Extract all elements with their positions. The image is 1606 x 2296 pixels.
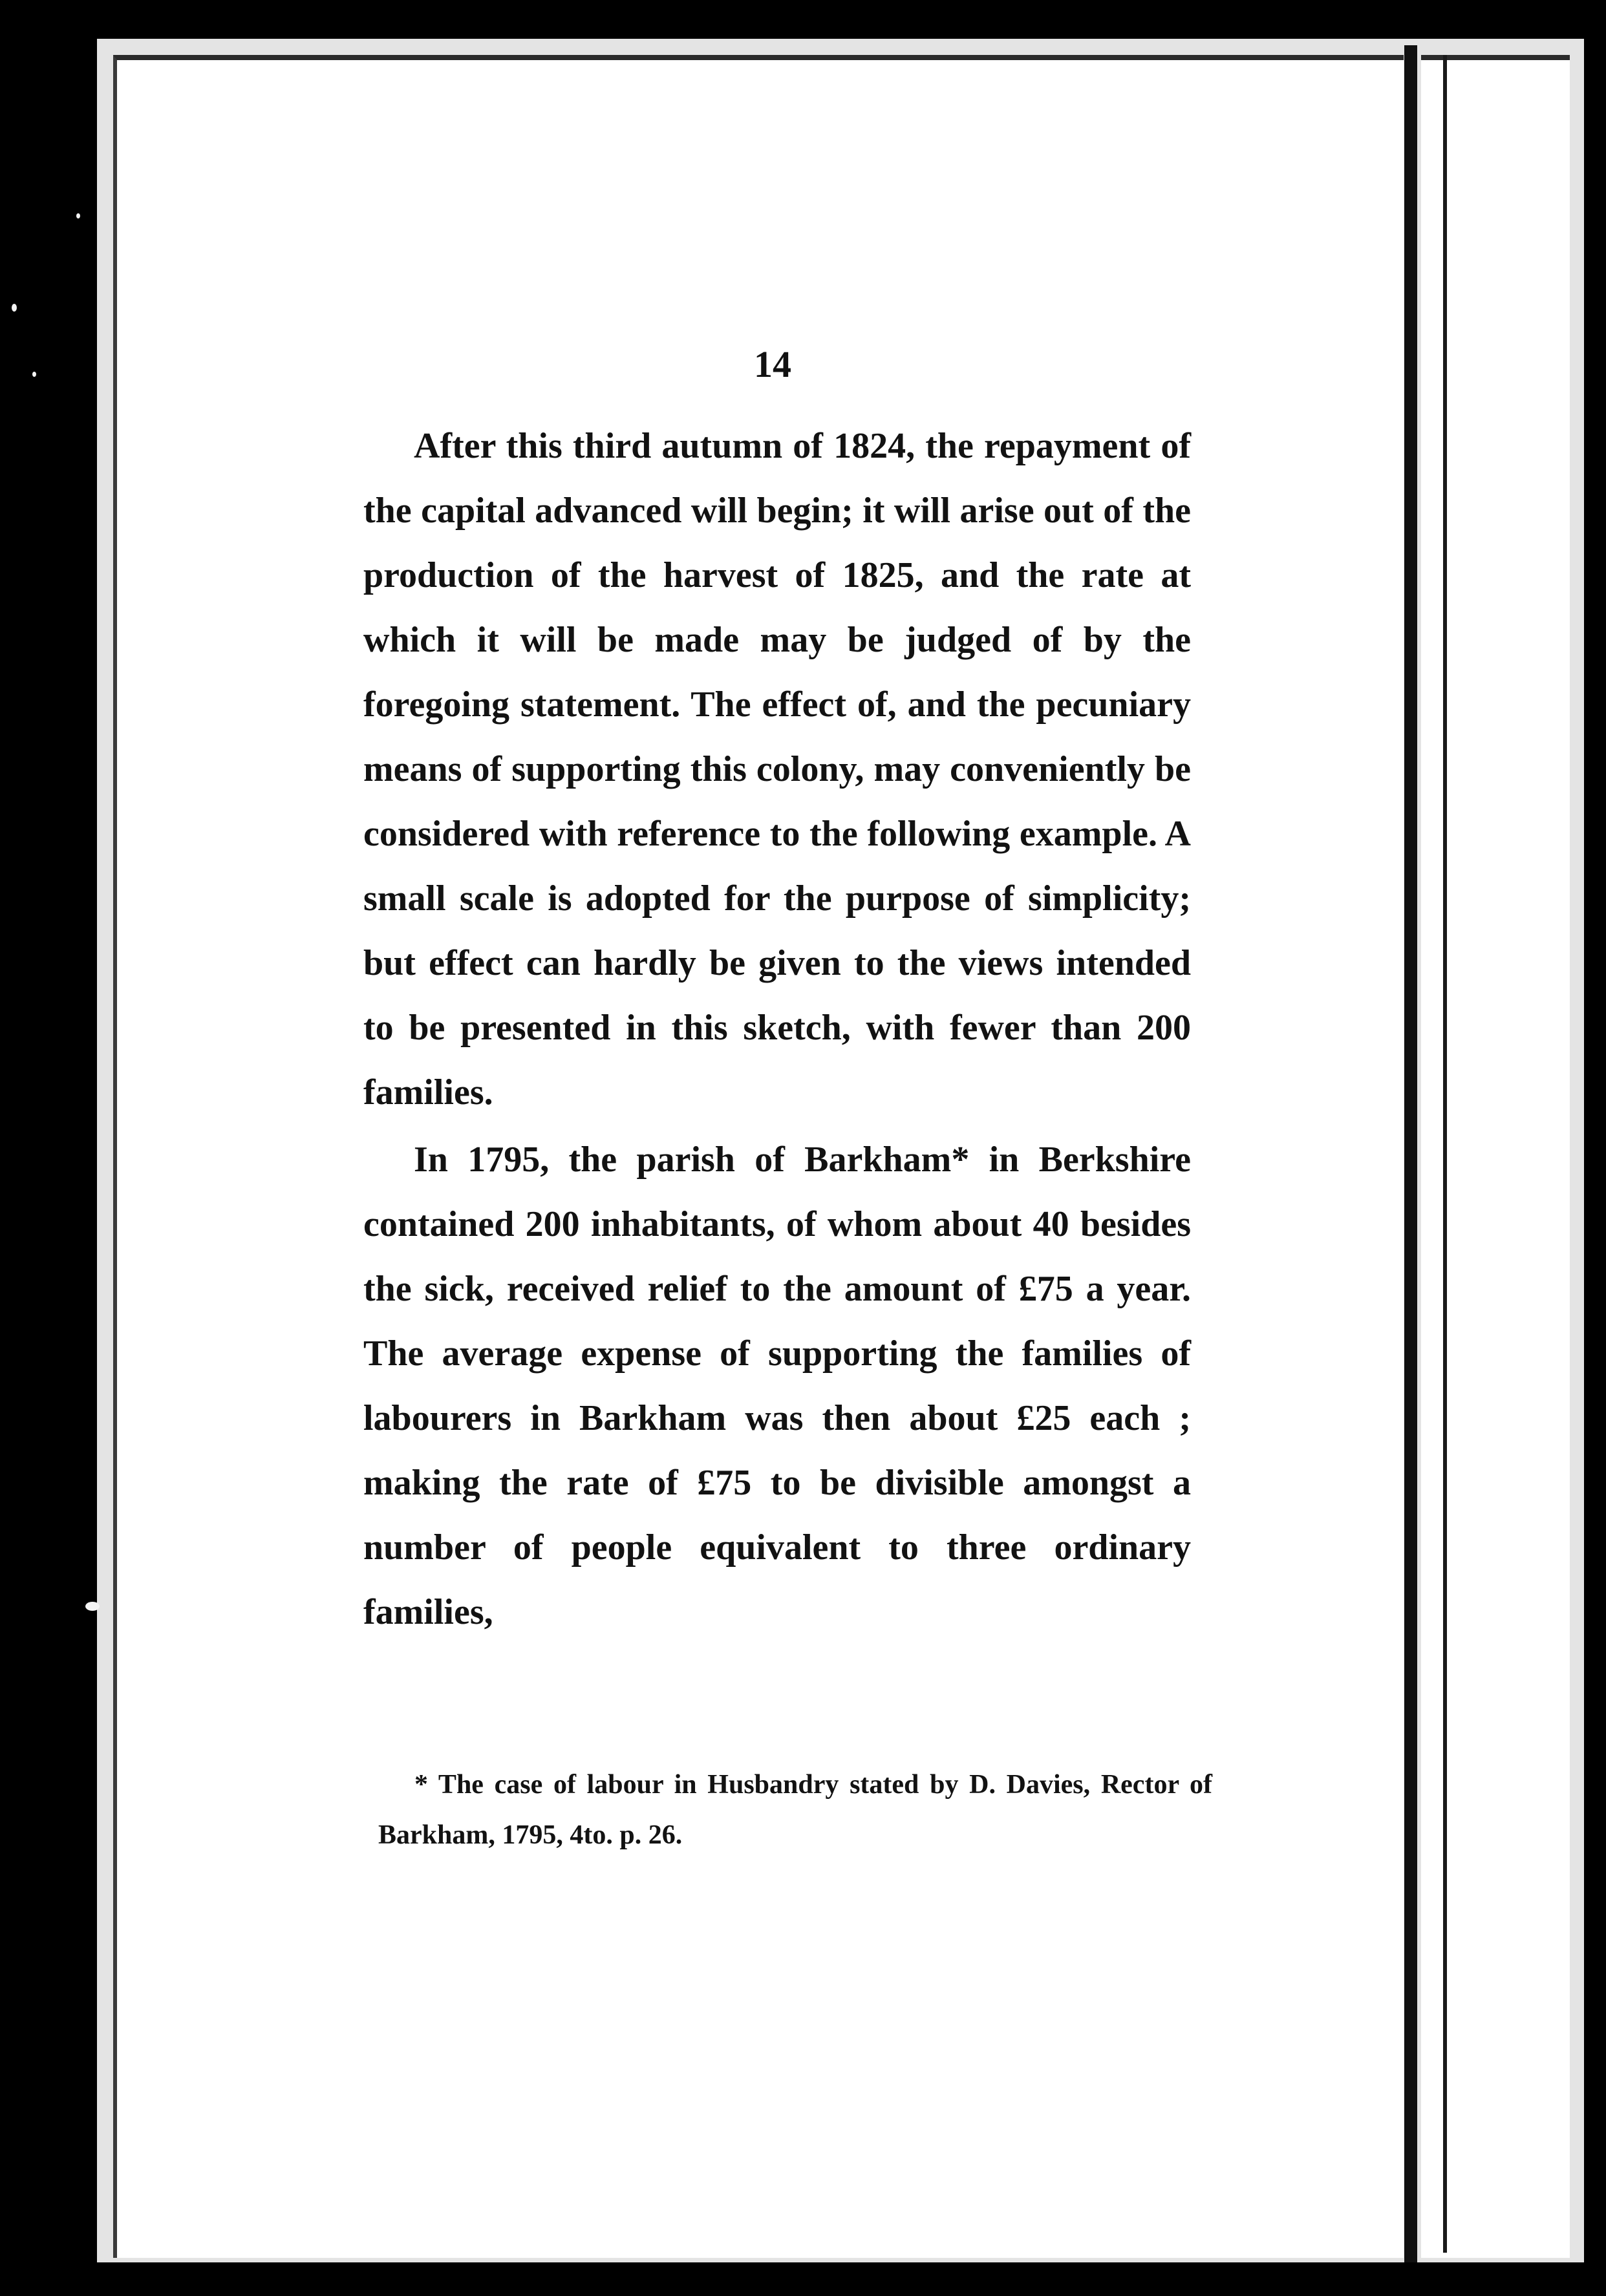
paragraph-1: After this third autumn of 1824, the repayment of the capital advanced will begin; it will arise out of the production of the harvest of 1825, and the rate at which it will be made may be judged of by the foregoing statement. The effect of, and the pecuniary means of supporting this colony, may conveniently be considered with reference to the following example. A small scale is adopted for the purpose of simplicity; but effect can hardly be given to the views intended to be presented in this sketch, with fewer than 200 families. (363, 426, 1191, 1112)
scan-speck (76, 213, 80, 218)
page-number: 14 (754, 343, 791, 385)
scan-speck (12, 304, 17, 312)
footnote: * The case of labour in Husbandry stated by D. Davies, Rector of Barkham, 1795, 4to. p. 26. (378, 1770, 1212, 1850)
body-text (363, 414, 1191, 1644)
scan-speck (85, 1602, 100, 1611)
paragraph-2: In 1795, the parish of Barkham* in Berkshire contained 200 inhabitants, of whom about 40 besides the sick, received relief to the amount of £75 a year. The average expense of supporting the families of labourers in Barkham was then about £25 each ; making the rate of £75 to be divisible amongst a number of people equivalent to three ordinary families, (363, 1140, 1191, 1632)
